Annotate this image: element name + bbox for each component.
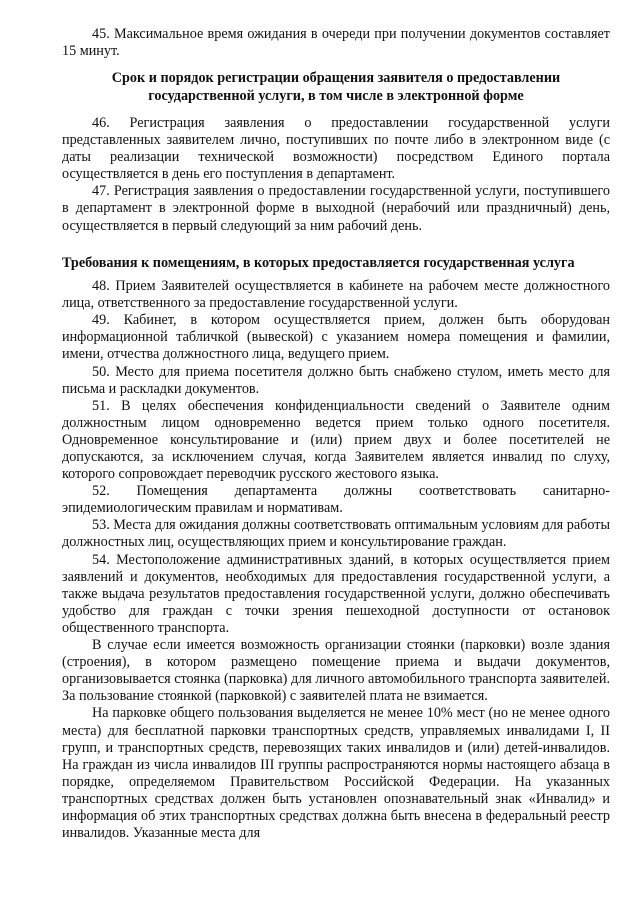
paragraph-54: 54. Местоположение административных зданий, в которых осуществляется прием заявлений и документов, необходимых для предоставления государственной услуги, а также выдача результатов предоставления государственной услуги, должно обеспечивать удобство для граждан с точки зрения пешеходной доступности от остановок общественного транспорта. [62,551,610,636]
paragraph-disabled-parking: На парковке общего пользования выделяется не менее 10% мест (но не менее одного места) для бесплатной парковки транспортных средств, управляемых инвалидами I, II групп, и транспортных средств, перевозящих таких инвалидов и (или) детей-инвалидов. На граждан из числа инвалидов III группы распространяются нормы настоящего абзаца в порядке, определяемом Правительством Российской Федерации. На указанных транспортных средствах должен быть установлен опознавательный знак «Инвалид» и информация об этих транспортных средствах должна быть внесена в федеральный реестр инвалидов. Указанные места для [62,705,610,842]
paragraph-parking: В случае если имеется возможность организации стоянки (парковки) возле здания (строения), в котором размещено помещение приема и выдачи документов, организовывается стоянка (парковка) для личного автомобильного транспорта заявителей. За пользование стоянкой (парковкой) с заявителей плата не взимается. [62,637,610,705]
paragraph-50: 50. Место для приема посетителя должно быть снабжено стулом, иметь место для письма и раскладки документов. [62,363,610,397]
paragraph-53: 53. Места для ожидания должны соответствовать оптимальным условиям для работы должностных лиц, осуществляющих прием и консультирование граждан. [62,517,610,551]
paragraph-52: 52. Помещения департамента должны соответствовать санитарно-эпидемиологическим правилам и нормативам. [62,483,610,517]
paragraph-49: 49. Кабинет, в котором осуществляется прием, должен быть оборудован информационной табличкой (вывеской) с указанием номера помещения и фамилии, имени, отчества должностного лица, ведущего прием. [62,312,610,363]
paragraph-48: 48. Прием Заявителей осуществляется в кабинете на рабочем месте должностного лица, ответственного за предоставление государственной услуги. [62,278,610,312]
document-page [62,26,610,842]
paragraph-45: 45. Максимальное время ожидания в очереди при получении документов составляет 15 минут. [62,26,610,60]
paragraph-46: 46. Регистрация заявления о предоставлении государственной услуги представленных заявителем лично, поступивших по почте либо в электронном виде (с даты реализации технической возможности) посредством Единого портала осуществляется в день его поступления в департамент. [62,115,610,183]
paragraph-51: 51. В целях обеспечения конфиденциальности сведений о Заявителе одним должностным лицом одновременно ведется прием только одного посетителя. Одновременное консультирование и (или) прием двух и более посетителей не допускаются, за исключением случая, когда Заявителем является инвалид по слуху, которого сопровождает переводчик русского жестового языка. [62,397,610,483]
heading-registration: Срок и порядок регистрации обращения заявителя о предоставлении государственной услуги, в том числе в электронной форме [111,70,561,104]
paragraph-47: 47. Регистрация заявления о предоставлении государственной услуги, поступившего в департамент в электронной форме в выходной (нерабочий или праздничный) день, осуществляется в первый следующий за ним рабочий день. [62,183,610,234]
heading-premises: Требования к помещениям, в которых предоставляется государственная услуга [62,254,575,271]
